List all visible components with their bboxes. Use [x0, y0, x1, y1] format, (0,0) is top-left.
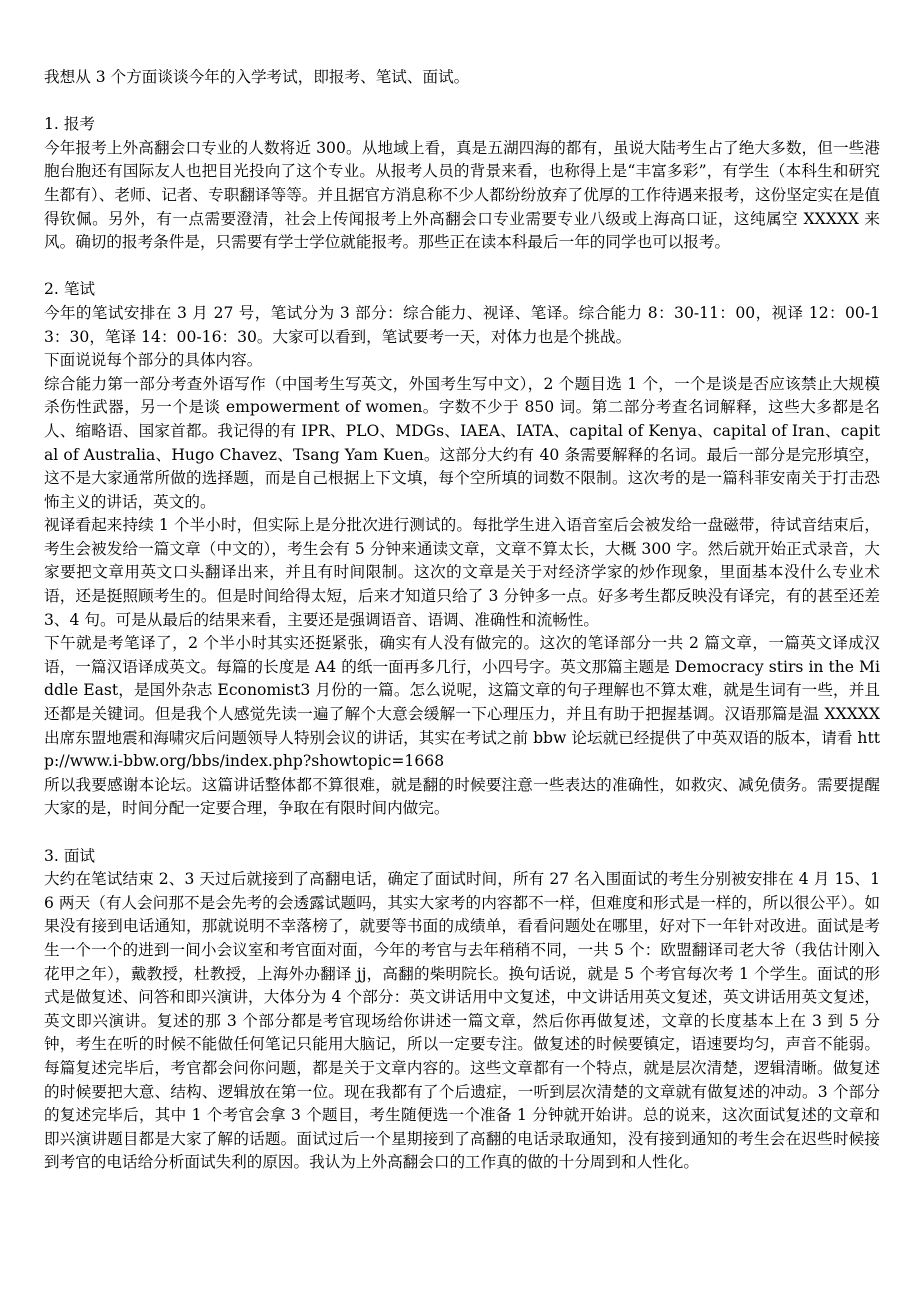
section-2-paragraph-intro: 下面说说每个部分的具体内容。: [44, 351, 263, 370]
section-1-paragraph: 今年报考上外高翻会口专业的人数将近 300。从地域上看，真是五湖四海的都有，虽说大陆考生占了绝大多数，但一些港胞台胞还有国际友人也把目光投向了这个专业。从报考人员的背景来看，也称得上是“丰富多彩”，有学生（本科生和研究生都有）、老师、记者、专职翻译等等。并且据官方消息称不少人都纷纷放弃了优厚的工作待遇来报考，这份坚定实在是值得钦佩。另外，有一点需要澄清，社会上传闻报考上外高翻会口专业需要专业八级或上海高口证，这纯属空 XXXXX 来风。确切的报考条件是，只需要有学士学位就能报考。那些正在读本科最后一年的同学也可以报考。: [44, 138, 880, 252]
intro-paragraph: 我想从 3 个方面谈谈今年的入学考试，即报考、笔试、面试。: [44, 68, 470, 86]
section-3-paragraph: 大约在笔试结束 2、3 天过后就接到了高翻电话，确定了面试时间，所有 27 名入围面试的考生分别被安排在 4 月 15、16 两天（有人会问那不是会先考的会透露试题吗，其实大家考的内容都不一样，但难度和形式是一样的，所以很公平）。如果没有接到电话通知，那就说明不幸落榜了，就要等书面的成绩单，看看问题处在哪里，好对下一年针对改进。面试是考生一个一个的进到一间小会议室和考官面对面，今年的考官与去年稍稍不同，一共 5 个：欧盟翻译司老大爷（我估计刚入花甲之年），戴教授，杜教授，上海外办翻译 jj，高翻的柴明院长。换句话说，就是 5 个考官每次考 1 个学生。面试的形式是做复述、问答和即兴演讲，大体分为 4 个部分：英文讲话用中文复述，中文讲话用英文复述，英文讲话用英文复述，英文即兴演讲。复述的那 3 个部分都是考官现场给你讲述一篇文章，然后你再做复述，文章的长度基本上在 3 到 5 分钟，考生在听的时候不能做任何笔记只能用大脑记，所以一定要专注。做复述的时候要镇定，语速要均匀，声音不能弱。每篇复述完毕后，考官都会问你问题，都是关于文章内容的。这些文章都有一个特点，就是层次清楚，逻辑清晰。做复述的时候要把大意、结构、逻辑放在第一位。现在我都有了个后遗症，一听到层次清楚的文章就有做复述的冲动。3 个部分的复述完毕后，其中 1 个考官会拿 3 个题目，考生随便选一个准备 1 分钟就开始讲。总的说来，这次面试复述的文章和即兴演讲题目都是大家了解的话题。面试过后一个星期接到了高翻的电话录取通知，没有接到通知的考生会在迟些时候接到考官的电话给分析面试失利的原因。我认为上外高翻会口的工作真的做的十分周到和人性化。: [44, 870, 880, 1172]
section-2-paragraph-sight-translation: 视译看起来持续 1 个半小时，但实际上是分批次进行测试的。每批学生进入语音室后会被发给一盘磁带，待试音结束后，考生会被发给一篇文章（中文的），考生会有 5 分钟来通读文章，文章不算太长，大概 300 字。然后就开始正式录音，大家要把文章用英文口头翻译出来，并且有时间限制。这次的文章是关于对经济学家的炒作现象，里面基本没什么专业术语，还是挺照顾考生的。但是时间给得太短，后来才知道只给了 3 分钟多一点。好多考生都反映没有译完，有的甚至还差 3、4 句。可是从最后的结果来看，主要还是强调语音、语调、准确性和流畅性。: [44, 516, 880, 629]
section-2-paragraph-comprehensive: 综合能力第一部分考查外语写作（中国考生写英文，外国考生写中文），2 个题目选 1 个，一个是谈是否应该禁止大规模杀伤性武器，另一个是谈 empowerment of women。字数不少于 850 词。第二部分考查名词解释，这些大多都是名人、缩略语、国家首都。我记得的有 IPR、PLO、MDGs、IAEA、IATA、capital of Kenya、capital of Iran、capital of Australia、Hugo Chavez、Tsang Yam Kuen。这部分大约有 40 条需要解释的名词。最后一部分是完形填空，这不是大家通常所做的选择题，而是自己根据上下文填，每个空所填的词数不限制。这次考的是一篇科菲安南关于打击恐怖主义的讲话，英文的。: [44, 374, 880, 511]
blank-line: [44, 90, 880, 114]
section-2-heading: 2. 笔试: [44, 280, 96, 299]
blank-line: [44, 255, 880, 279]
section-2-paragraph-closing: 所以我要感谢本论坛。这篇讲话整体都不算很难，就是翻的时候要注意一些表达的准确性，如救灾、减免债务。需要提醒大家的是，时间分配一定要合理，争取在有限时间内做完。: [44, 775, 880, 818]
section-3-heading: 3. 面试: [44, 846, 96, 865]
blank-line: [44, 821, 880, 845]
section-1-heading: 1. 报考: [44, 115, 96, 134]
section-2-paragraph-written-translation: 下午就是考笔译了，2 个半小时其实还挺紧张，确实有人没有做完的。这次的笔译部分一共 2 篇文章，一篇英文译成汉语，一篇汉语译成英文。每篇的长度是 A4 的纸一面再多几行，小四号字。英文那篇主题是 Democracy stirs in the Middle East，是国外杂志 Economist3 月份的一篇。怎么说呢，这篇文章的句子理解也不算太难，就是生词有一些，并且还都是关键词。但是我个人感觉先读一遍了解个大意会缓解一下心理压力，并且有助于把握基调。汉语那篇是温 XXXXX 出席东盟地震和海啸灾后问题领导人特别会议的讲话，其实在考试之前 bbw 论坛就已经提供了中英双语的版本，请看 http://www.i-bbw.org/bbs/index.php?showtopic=1668: [44, 634, 880, 771]
section-2-paragraph-schedule: 今年的笔试安排在 3 月 27 号，笔试分为 3 部分：综合能力、视译、笔译。综合能力 8：30-11：00，视译 12：00-13：30，笔译 14：00-16：30。大家可以看到，笔试要考一天，对体力也是个挑战。: [44, 303, 880, 346]
